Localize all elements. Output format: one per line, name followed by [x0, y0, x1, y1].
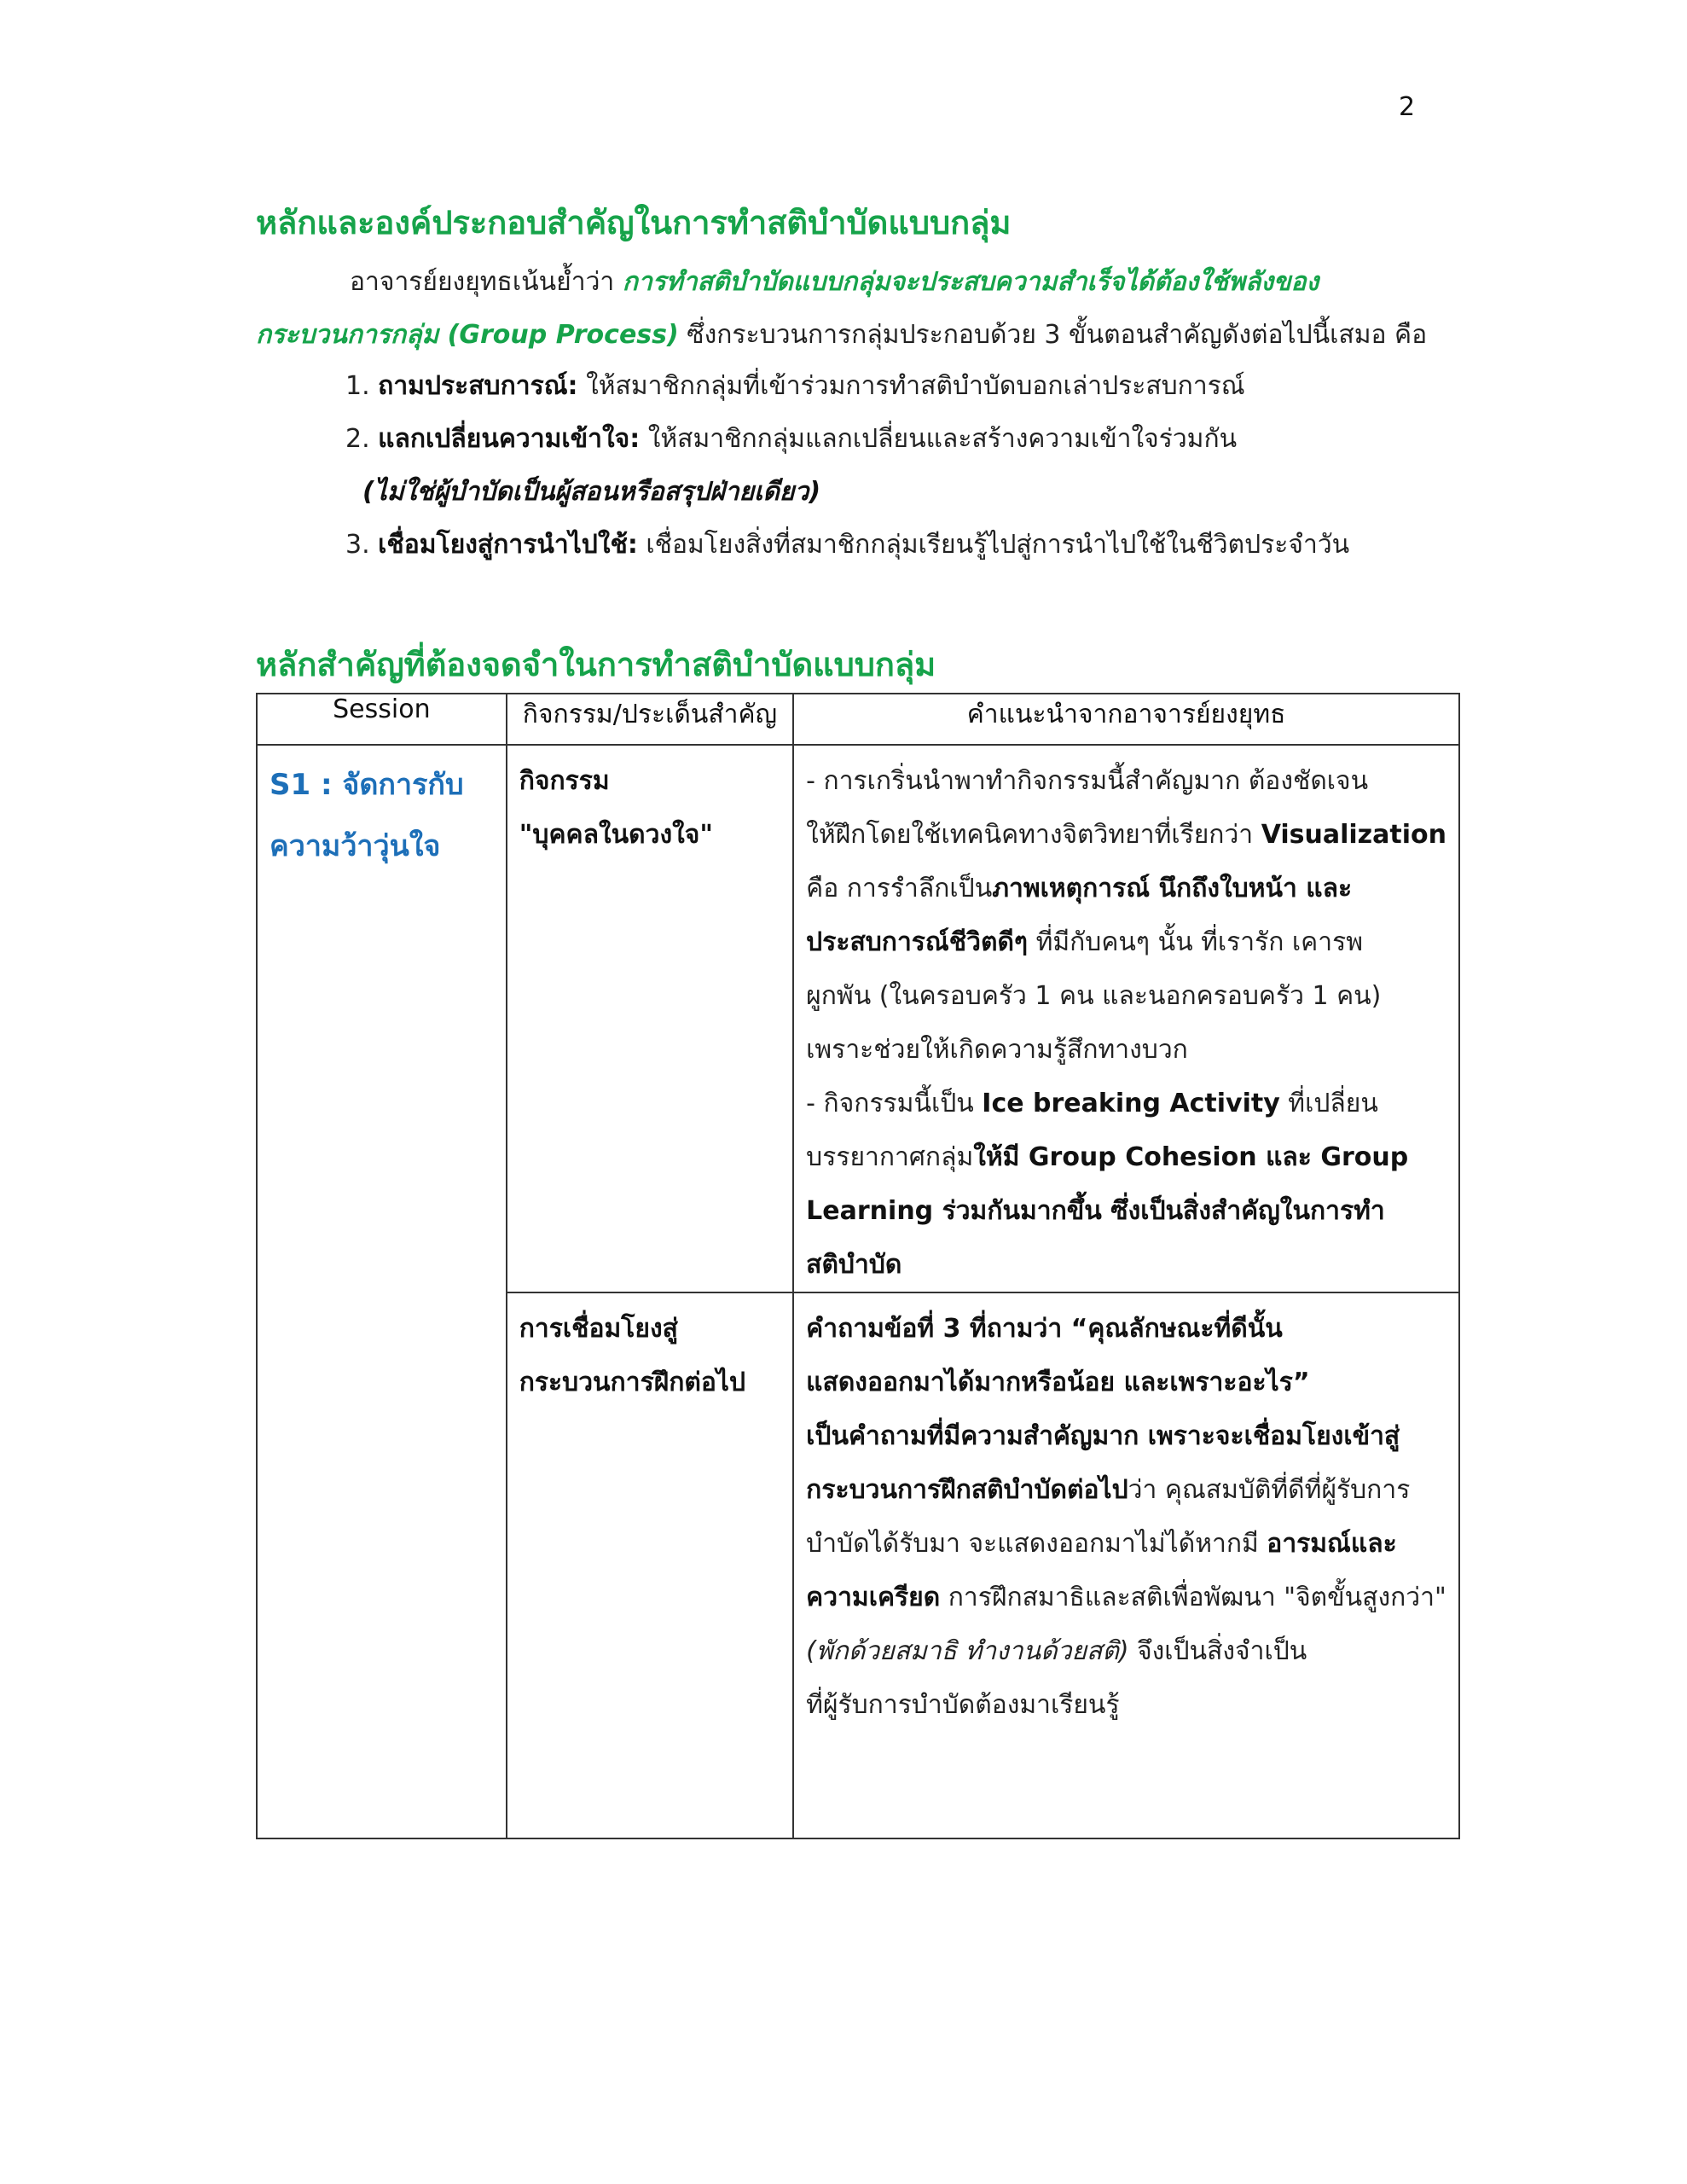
advice-line: [806, 915, 1446, 969]
step-number: 1.: [345, 371, 379, 401]
intro-text: ซึ่งกระบวนการกลุ่มประกอบด้วย 3 ขั้นตอนสำคัญดังต่อไปนี้เสมอ คือ: [678, 320, 1428, 350]
advice-line: เพราะช่วยให้เกิดความรู้สึกทางบวก: [806, 1035, 1188, 1065]
advice-bold: ประสบการณ์ชีวิตดีๆ: [806, 927, 1029, 957]
step-label: ถามประสบการณ์:: [378, 371, 578, 401]
step-item-3: [345, 519, 1488, 572]
advice-line: [806, 1517, 1446, 1571]
step-number: 2.: [345, 424, 379, 454]
activity-line: กิจกรรม: [519, 766, 610, 796]
advice-bold: ความเครียด: [806, 1583, 941, 1612]
activity-line: กระบวนการฝึกต่อไป: [519, 1368, 746, 1397]
intro-paragraph: [256, 256, 1467, 362]
header-advice: คำแนะนำจากอาจารย์ยงยุทธ: [793, 694, 1459, 745]
advice-bold: Ice breaking Activity: [982, 1089, 1280, 1118]
principles-table: [256, 693, 1460, 1839]
activity-line: "บุคคลในดวงใจ": [519, 820, 713, 850]
advice-cell: [793, 745, 1459, 1292]
step-text: เชื่อมโยงสิ่งที่สมาชิกกลุ่มเรียนรู้ไปสู่การนำไปใช้ในชีวิตประจำวัน: [637, 530, 1350, 560]
advice-bold: ภาพเหตุการณ์ นึกถึงใบหน้า และ: [992, 874, 1353, 903]
table-header-row: [257, 694, 1459, 745]
advice-line: ผูกพัน (ในครอบครัว 1 คน และนอกครอบครัว 1 คน): [806, 981, 1382, 1011]
step-label: เชื่อมโยงสู่การนำไปใช้:: [378, 530, 638, 560]
advice-bold: กระบวนการฝึกสติบำบัดต่อไป: [806, 1475, 1128, 1505]
intro-text: อาจารย์ยงยุทธเน้นย้ำว่า: [350, 267, 623, 297]
advice-text: บำบัดได้รับมา จะแสดงออกมาไม่ได้หากมี: [806, 1529, 1267, 1559]
advice-text: ให้ฝึกโดยใช้เทคนิคทางจิตวิทยาที่เรียกว่า: [806, 820, 1261, 850]
advice-text: การฝึกสมาธิและสติเพื่อพัฒนา "จิตขั้นสูงกว่า": [940, 1583, 1446, 1612]
header-session: Session: [257, 694, 507, 745]
session-line: ความว้าวุ่นใจ: [270, 829, 441, 863]
advice-cell: [793, 1292, 1459, 1838]
header-activity: กิจกรรม/ประเด็นสำคัญ: [507, 694, 793, 745]
step-text: ให้สมาชิกกลุ่มแลกเปลี่ยนและสร้างความเข้าใจร่วมกัน: [640, 424, 1238, 454]
step-number: 3.: [345, 530, 379, 560]
advice-line: แสดงออกมาได้มากหรือน้อย และเพราะอะไร”: [806, 1368, 1310, 1397]
advice-line: [806, 1571, 1446, 1624]
advice-bold: ให้มี Group Cohesion และ Group: [973, 1142, 1409, 1172]
advice-line: เป็นคำถามที่มีความสำคัญมาก เพราะจะเชื่อมโยงเข้าสู่: [806, 1421, 1400, 1451]
step-item-1: [345, 360, 1488, 413]
advice-line: สติบำบัด: [806, 1250, 902, 1280]
activity-line: การเชื่อมโยงสู่: [519, 1314, 678, 1344]
intro-line-1: [256, 256, 1467, 309]
activity-cell: [507, 745, 793, 1292]
advice-line: [806, 808, 1446, 862]
step-item-2: [345, 413, 1488, 466]
advice-text: ว่า คุณสมบัติที่ดีที่ผู้รับการ: [1128, 1475, 1411, 1505]
advice-bold: อารมณ์และ: [1267, 1529, 1397, 1559]
advice-text: ที่มีกับคนๆ นั้น ที่เรารัก เคารพ: [1028, 927, 1363, 957]
advice-line: [806, 862, 1446, 915]
page-number: 2: [1399, 92, 1416, 122]
intro-emphasis: การทำสติบำบัดแบบกลุ่มจะประสบความสำเร็จได้ต้องใช้พลังของ: [622, 267, 1319, 297]
advice-bold: Visualization: [1261, 820, 1446, 850]
advice-line: ที่ผู้รับการบำบัดต้องมาเรียนรู้: [806, 1690, 1120, 1720]
intro-line-2: [256, 309, 1467, 362]
activity-cell: [507, 1292, 793, 1838]
table-row: [257, 745, 1459, 1292]
advice-text: - กิจกรรมนี้เป็น: [806, 1089, 983, 1118]
step-note: (ไม่ใช่ผู้บำบัดเป็นผู้สอนหรือสรุปฝ่ายเดียว): [362, 477, 821, 507]
advice-line: คำถามข้อที่ 3 ที่ถามว่า “คุณลักษณะที่ดีนั้น: [806, 1314, 1283, 1344]
session-line: S1 : จัดการกับ: [270, 768, 464, 802]
advice-line: Learning ร่วมกันมากขึ้น ซึ่งเป็นสิ่งสำคัญในการทำ: [806, 1196, 1385, 1226]
advice-text: คือ การรำลึกเป็น: [806, 874, 993, 903]
step-label: แลกเปลี่ยนความเข้าใจ:: [378, 424, 641, 454]
advice-text: จึงเป็นสิ่งจำเป็น: [1128, 1636, 1307, 1666]
advice-italic: (พักด้วยสมาธิ ทำงานด้วยสติ): [806, 1636, 1129, 1666]
section-heading-key-points: หลักสำคัญที่ต้องจดจำในการทำสติบำบัดแบบกลุ่ม: [256, 646, 936, 683]
advice-line: - การเกริ่นนำพาทำกิจกรรมนี้สำคัญมาก ต้องชัดเจน: [806, 766, 1369, 796]
advice-text: ที่เปลี่ยน: [1279, 1089, 1378, 1118]
session-cell: [257, 745, 507, 1838]
section-heading-principles: หลักและองค์ประกอบสำคัญในการทำสติบำบัดแบบกลุ่ม: [256, 204, 1012, 241]
advice-line: [806, 1077, 1446, 1130]
step-text: ให้สมาชิกกลุ่มที่เข้าร่วมการทำสติบำบัดบอกเล่าประสบการณ์: [577, 371, 1245, 401]
advice-text: บรรยากาศกลุ่ม: [806, 1142, 974, 1172]
advice-line: [806, 1130, 1446, 1184]
intro-emphasis-group-process: กระบวนการกลุ่ม (Group Process): [256, 320, 679, 350]
advice-line: [806, 1624, 1446, 1678]
process-steps-list: [345, 360, 1488, 572]
advice-line: [806, 1463, 1446, 1517]
